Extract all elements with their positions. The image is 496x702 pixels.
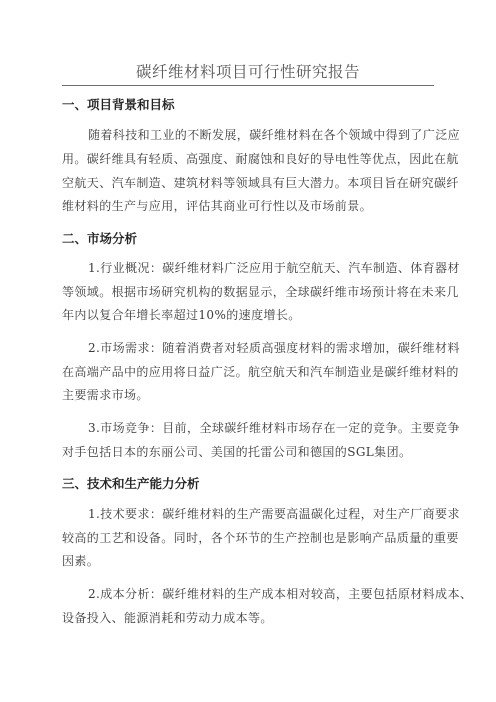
section-heading-background: 一、项目背景和目标 [62,97,175,112]
section-heading-market: 二、市场分析 [62,231,138,246]
paragraph-line: 设备投入、能源消耗和劳动力成本等。 [62,611,273,625]
paragraph-line: 年内以复合年增长率超过10%的速度增长。 [62,308,301,322]
paragraph-line: 1.技术要求：碳纤维材料的生产需要高温碳化过程，对生产厂商要求 [88,507,460,521]
paragraph-line: 等领域。根据市场研究机构的数据显示，全球碳纤维市场预计将在未来几 [62,285,459,299]
paragraph-line: 较高的工艺和设备。同时，各个环节的生产控制也是影响产品质量的重要 [62,531,459,545]
paragraph-line: 主要需求市场。 [62,388,149,402]
paragraph-line: 在高端产品中的应用将日益广泛。航空航天和汽车制造业是碳纤维材料的 [62,365,459,379]
paragraph-line: 1.行业概况：碳纤维材料广泛应用于航空航天、汽车制造、体育器材 [88,261,460,275]
paragraph-line: 2.成本分析：碳纤维材料的生产成本相对较高，主要包括原材料成本、 [88,587,473,601]
paragraph-line: 因素。 [62,554,100,568]
section-heading-technology: 三、技术和生产能力分析 [62,476,200,491]
paragraph-line: 维材料的生产与应用，评估其商业可行性以及市场前景。 [62,199,373,213]
paragraph-line: 用。碳纤维具有轻质、高强度、耐腐蚀和良好的导电性等优点，因此在航 [62,152,459,166]
title-divider [62,85,434,86]
paragraph-line: 3.市场竞争：目前，全球碳纤维材料市场存在一定的竞争。主要竞争 [88,421,460,435]
document-title: 碳纤维材料项目可行性研究报告 [135,63,360,81]
paragraph-line: 对手包括日本的东丽公司、美国的托雷公司和德国的SGL集团。 [62,445,412,459]
paragraph-line: 随着科技和工业的不断发展，碳纤维材料在各个领域中得到了广泛应 [88,128,461,142]
paragraph-line: 空航天、汽车制造、建筑材料等领域具有巨大潜力。本项目旨在研究碳纤 [62,176,459,190]
paragraph-line: 2.市场需求：随着消费者对轻质高强度材料的需求增加，碳纤维材料 [88,341,460,355]
